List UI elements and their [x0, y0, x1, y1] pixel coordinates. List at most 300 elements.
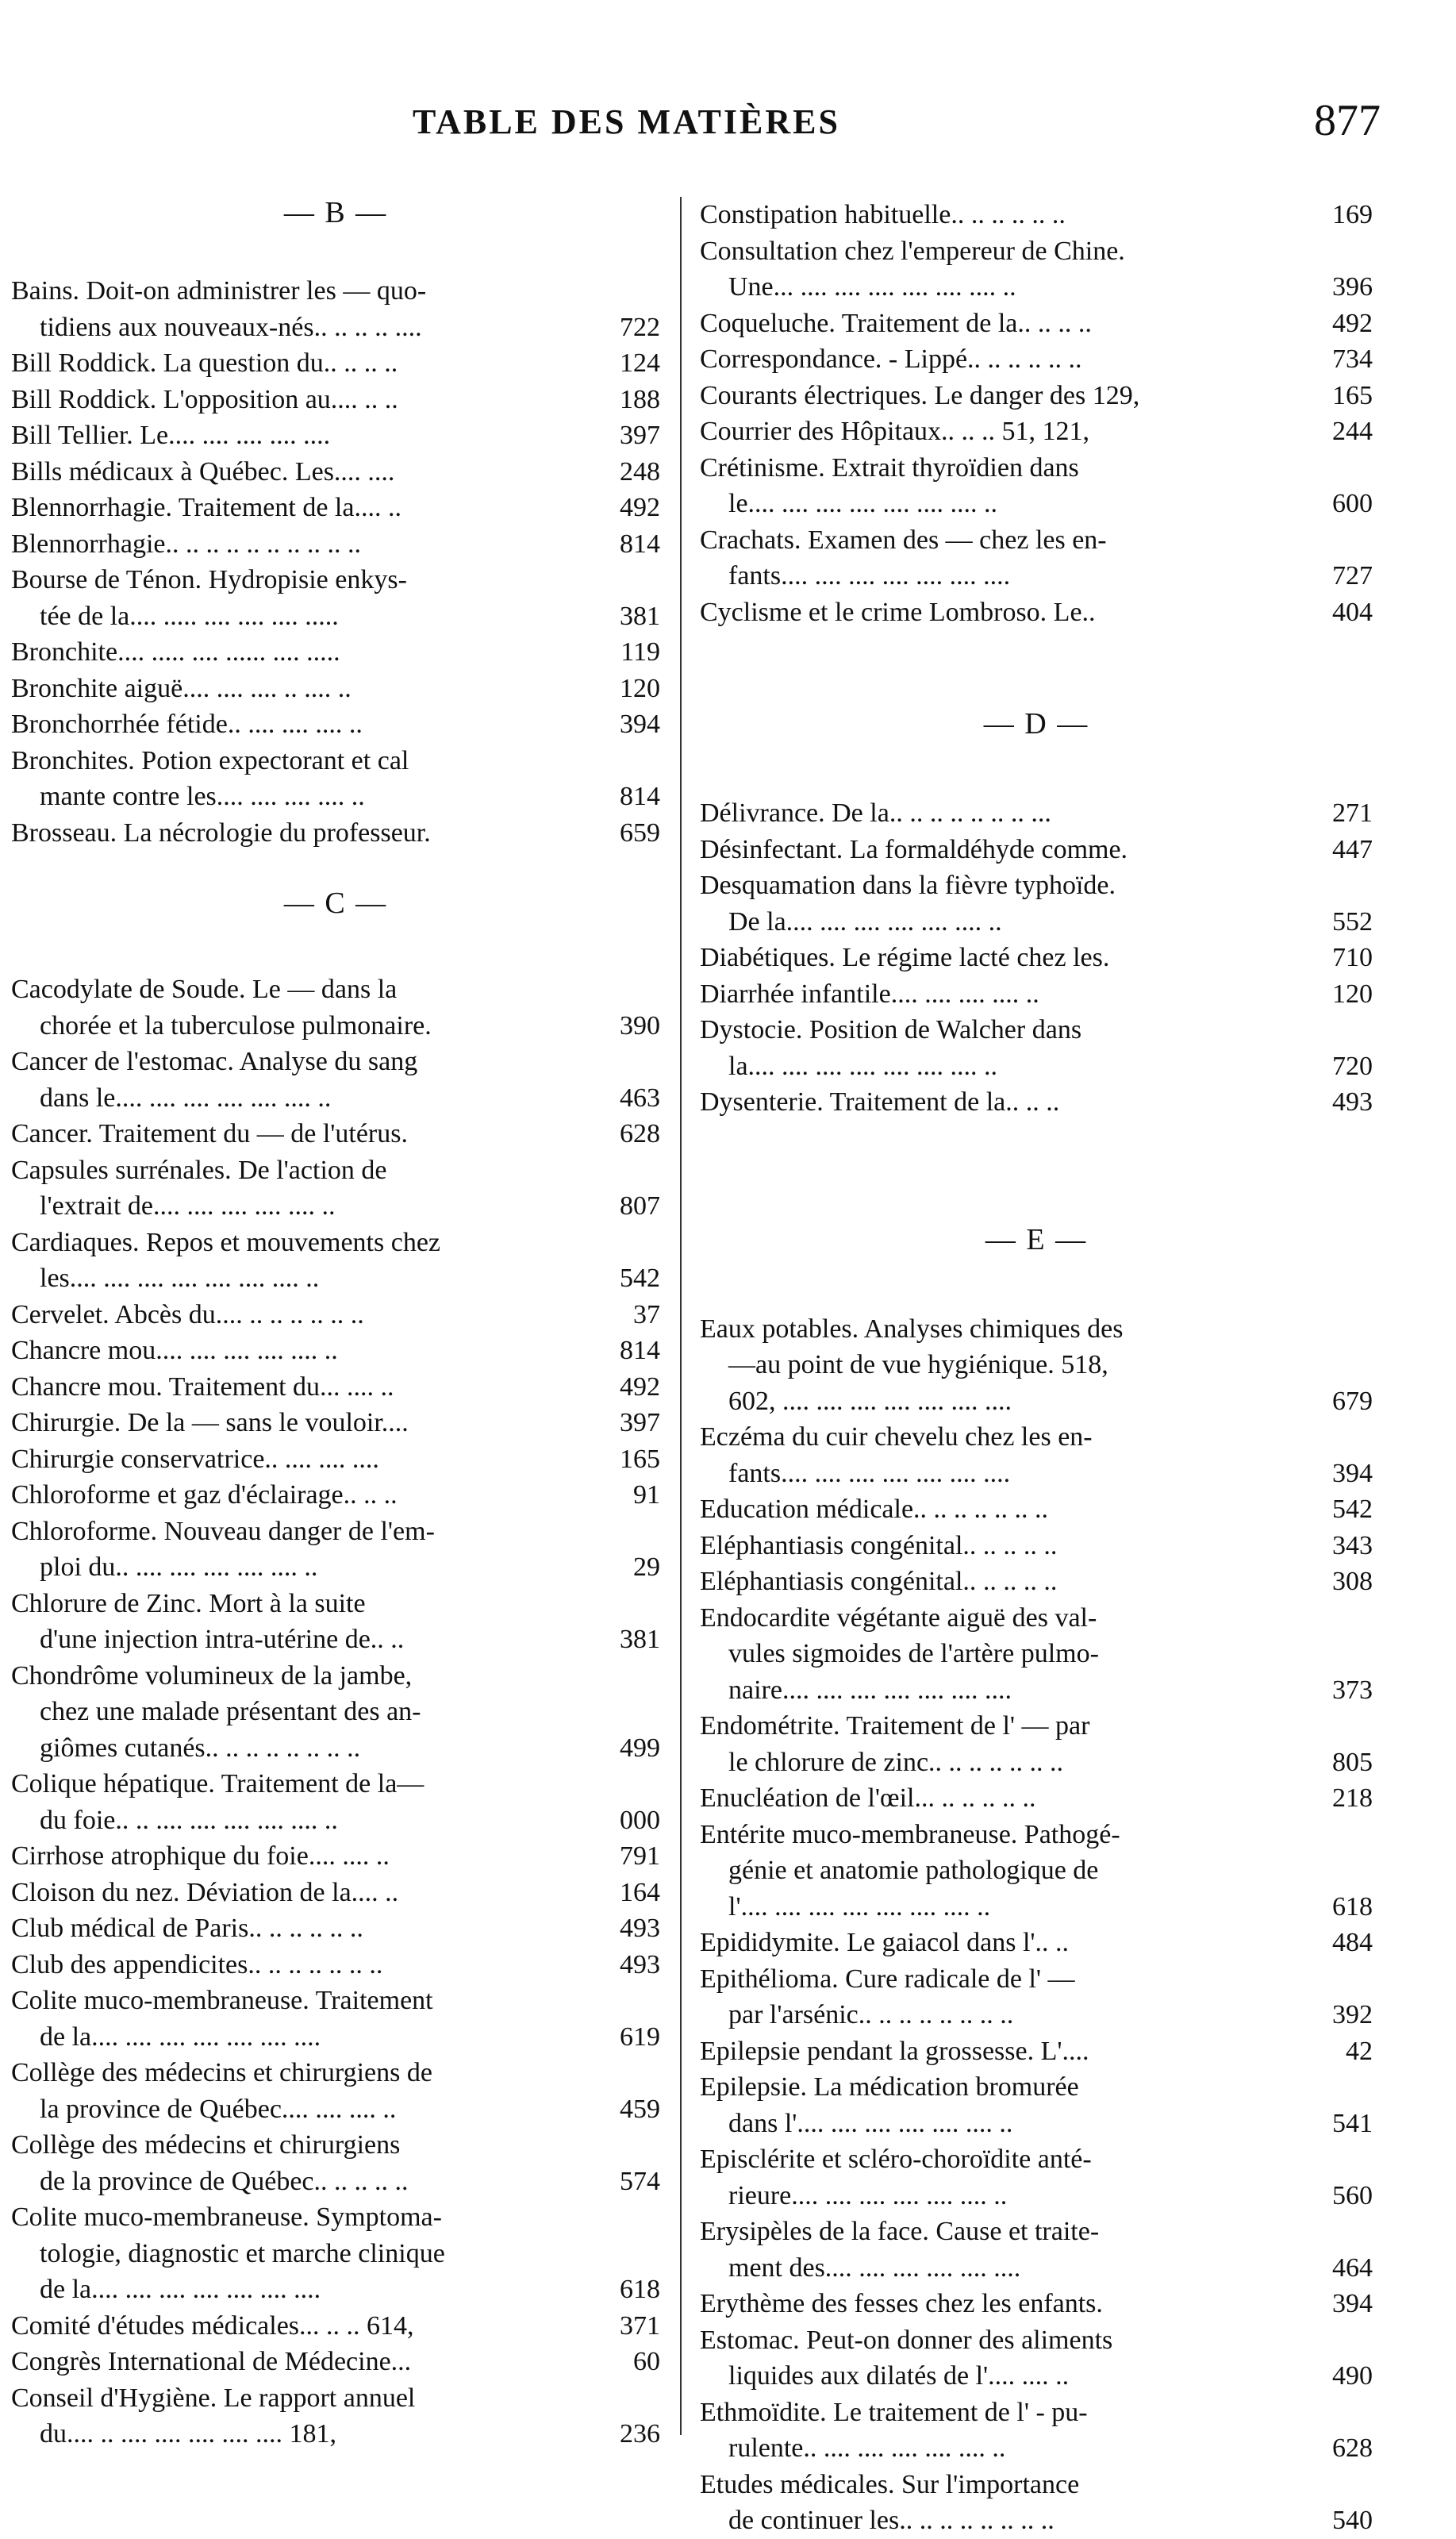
entry-text: Epilepsie. La médication bromurée: [700, 2072, 1079, 2102]
entry-text: Courrier des Hôpitaux.. .. .. 51, 121,: [700, 417, 1090, 446]
entry-page-number: 814: [620, 1336, 660, 1365]
entry-page-number: 618: [620, 2275, 660, 2304]
entry-continuation-line: [700, 269, 1373, 306]
entry-text: Eléphantiasis congénital.. .. .. .. ..: [700, 1530, 1058, 1560]
entry-text: Cancer de l'estomac. Analyse du sang: [11, 1047, 418, 1076]
entry-heading-line: [11, 273, 660, 310]
index-entry: [700, 1084, 1373, 1121]
entry-text: De la.... .... .... .... .... .... ..: [728, 906, 1002, 937]
entry-continuation-line: [700, 1889, 1373, 1925]
entry-page-number: 248: [620, 456, 660, 487]
entry-text: les.... .... .... .... .... .... .... ..: [40, 1264, 320, 1293]
entry-text: Colique hépatique. Traitement de la—: [11, 1769, 425, 1798]
entry-text: Bills médicaux à Québec. Les.... ....: [11, 456, 395, 487]
index-entry: [700, 1311, 1373, 1420]
index-entry: [11, 1441, 660, 1478]
entry-page-number: 628: [620, 1119, 660, 1148]
entry-heading-line: [11, 1766, 660, 1802]
entry-text: tologie, diagnostic et marche clinique: [40, 2238, 445, 2268]
entry-heading-line: [11, 2127, 660, 2164]
entry-page-number: 814: [620, 782, 660, 811]
index-entry: [11, 2344, 660, 2380]
entry-page-number: 628: [1332, 2433, 1373, 2463]
entry-text: Bill Roddick. La question du.. .. .. ..: [11, 348, 398, 378]
index-entry: [11, 526, 660, 563]
entry-page-number: 000: [620, 1805, 660, 1835]
entry-heading-line: [700, 522, 1373, 559]
entry-text: le chlorure de zinc.. .. .. .. .. .. ..: [728, 1747, 1064, 1777]
entry-heading-line: [11, 671, 660, 707]
entry-heading-line: [11, 382, 660, 418]
entry-continuation-line: [700, 1347, 1373, 1383]
entry-continuation-line: [700, 2502, 1373, 2539]
entry-page-number: 722: [620, 312, 660, 342]
entry-page-number: 397: [620, 421, 660, 450]
index-section: [700, 630, 1373, 1121]
entry-text: Colite muco-membraneuse. Symptoma-: [11, 2202, 442, 2232]
entry-heading-line: [11, 743, 660, 779]
entry-page-number: 29: [633, 1552, 660, 1582]
entry-text: Coqueluche. Traitement de la.. .. .. ..: [700, 308, 1092, 338]
entry-page-number: 371: [620, 2310, 660, 2341]
page-number: 877: [1314, 96, 1381, 145]
entry-text: tée de la.... ..... .... .... .... .....: [40, 601, 339, 631]
entry-text: fants.... .... .... .... .... .... ....: [728, 561, 1011, 591]
entry-continuation-line: [11, 1694, 660, 1730]
entry-page-number: 618: [1332, 1891, 1373, 1922]
entry-heading-line: [700, 2467, 1373, 2503]
entry-page-number: 493: [620, 1949, 660, 1979]
entry-heading-line: [11, 2380, 660, 2417]
entry-page-number: 396: [1332, 272, 1373, 302]
entry-text: Crachats. Examen des — chez les en-: [700, 525, 1107, 555]
entry-text: Erythème des fesses chez les enfants.: [700, 2289, 1103, 2318]
entry-continuation-line: [11, 1080, 660, 1117]
entry-text: Bourse de Ténon. Hydropisie enkys-: [11, 565, 407, 594]
entry-text: par l'arsénic.. .. .. .. .. .. .. ..: [728, 2000, 1014, 2029]
entry-text: Epilepsie pendant la grossesse. L'....: [700, 2036, 1089, 2066]
entry-text: Epithélioma. Cure radicale de l' —: [700, 1964, 1075, 1994]
entry-continuation-line: [11, 1621, 660, 1658]
entry-heading-line: [700, 1491, 1373, 1528]
entry-page-number: 493: [1332, 1087, 1373, 1117]
index-section: [700, 1121, 1373, 2539]
entry-heading-line: [700, 2069, 1373, 2106]
entry-text: Délivrance. De la.. .. .. .. .. .. .. ...: [700, 798, 1051, 828]
index-entry: [11, 1225, 660, 1297]
entry-text: Courants électriques. Le danger des 129,: [700, 380, 1140, 410]
index-entry: [11, 2199, 660, 2308]
left-column: [11, 197, 660, 2452]
index-entry: [11, 2308, 660, 2345]
entry-heading-line: [11, 1586, 660, 1622]
entry-text: Chloroforme. Nouveau danger de l'em-: [11, 1516, 435, 1546]
index-entry: [11, 1116, 660, 1152]
entry-continuation-line: [11, 1549, 660, 1586]
entry-heading-line: [700, 1925, 1373, 1961]
entry-heading-line: [11, 1875, 660, 1911]
entry-text: Desquamation dans la fièvre typhoïde.: [700, 871, 1116, 900]
entry-text: Dysenterie. Traitement de la.. .. ..: [700, 1087, 1060, 1117]
entry-text: Chlorure de Zinc. Mort à la suite: [11, 1588, 366, 1618]
index-entry: [11, 273, 660, 345]
entry-page-number: 164: [620, 1877, 660, 1907]
entry-text: de la province de Québec.. .. .. .. ..: [40, 2166, 409, 2196]
entry-page-number: 484: [1332, 1928, 1373, 1957]
entry-heading-line: [700, 1528, 1373, 1564]
entry-page-number: 734: [1332, 344, 1373, 374]
entry-page-number: 119: [620, 637, 660, 667]
entry-text: du.... .. .... .... .... .... .... 181,: [40, 2419, 336, 2449]
section-letter-heading: — B —: [283, 196, 388, 229]
entry-page-number: 165: [620, 1444, 660, 1474]
entry-heading-line: [11, 1658, 660, 1695]
index-entry: [700, 414, 1373, 450]
right-column: [700, 197, 1373, 2539]
entry-text: Diabétiques. Le régime lacté chez les.: [700, 943, 1110, 972]
entry-heading-line: [11, 1838, 660, 1875]
entry-heading-line: [700, 1708, 1373, 1745]
entry-text: Bill Roddick. L'opposition au.... .. ..: [11, 384, 398, 414]
entry-text: rulente.. .... .... .... .... .... ..: [728, 2433, 1006, 2463]
entry-text: Blennorrhagie.. .. .. .. .. .. .. .. .. ..: [11, 529, 361, 559]
entry-text: naire.... .... .... .... .... .... ....: [728, 1675, 1012, 1705]
entry-text: Club médical de Paris.. .. .. .. .. ..: [11, 1914, 363, 1943]
index-entry: [700, 378, 1373, 414]
entry-heading-line: [700, 832, 1373, 868]
entry-heading-line: [700, 1564, 1373, 1600]
index-entry: [700, 1012, 1373, 1084]
entry-text: la.... .... .... .... .... .... .... ..: [728, 1051, 998, 1081]
entry-continuation-line: [11, 1188, 660, 1225]
entry-text: Chondrôme volumineux de la jambe,: [11, 1660, 413, 1691]
entry-continuation-line: [700, 1383, 1373, 1420]
entry-page-number: 679: [1332, 1386, 1373, 1416]
entry-page-number: 390: [620, 1010, 660, 1041]
entry-heading-line: [11, 1947, 660, 1983]
entry-page-number: 619: [620, 2022, 660, 2052]
index-entry: [11, 1477, 660, 1514]
entry-continuation-line: [11, 1730, 660, 1767]
index-section: [11, 851, 660, 2452]
entry-text: dans le.... .... .... .... .... .... ..: [40, 1083, 332, 1113]
entry-page-number: 394: [620, 710, 660, 739]
entry-page-number: 381: [620, 1625, 660, 1654]
entry-page-number: 373: [1332, 1675, 1373, 1705]
entry-text: Capsules surrénales. De l'action de: [11, 1155, 387, 1185]
entry-continuation-line: [700, 1997, 1373, 2033]
entry-text: 602, .... .... .... .... .... .... ....: [728, 1386, 1012, 1416]
index-entry: [11, 1152, 660, 1225]
entry-page-number: 710: [1332, 943, 1373, 972]
index-entry: [700, 1419, 1373, 1491]
entry-text: de la.... .... .... .... .... .... ....: [40, 2022, 321, 2052]
index-entry: [11, 345, 660, 382]
entry-text: génie et anatomie pathologique de: [728, 1856, 1099, 1885]
index-entry: [700, 1708, 1373, 1780]
entry-continuation-line: [700, 486, 1373, 522]
entry-page-number: 120: [620, 673, 660, 703]
entry-page-number: 463: [620, 1083, 660, 1113]
entry-continuation-line: [700, 1456, 1373, 1492]
column-divider: [680, 197, 682, 2435]
entry-heading-line: [11, 1983, 660, 2019]
index-entry: [700, 832, 1373, 868]
entry-continuation-line: [700, 1636, 1373, 1672]
entry-continuation-line: [11, 2164, 660, 2200]
index-entry: [700, 1780, 1373, 1817]
entry-heading-line: [11, 562, 660, 598]
entry-heading-line: [700, 2033, 1373, 2070]
entry-text: Consultation chez l'empereur de Chine.: [700, 236, 1125, 266]
entry-text: Chloroforme et gaz d'éclairage.. .. ..: [11, 1480, 398, 1510]
entry-page-number: 727: [1332, 561, 1373, 591]
entry-heading-line: [11, 2199, 660, 2236]
entry-heading-line: [700, 795, 1373, 832]
index-entry: [700, 867, 1373, 940]
entry-text: Collège des médecins et chirurgiens: [11, 2130, 401, 2160]
entry-heading-line: [700, 2395, 1373, 2431]
entry-text: Cacodylate de Soude. Le — dans la: [11, 975, 398, 1004]
entry-text: Cardiaques. Repos et mouvements chez: [11, 1227, 441, 1257]
entry-continuation-line: [11, 1008, 660, 1044]
index-entry: [700, 2467, 1373, 2539]
index-entry: [11, 2055, 660, 2127]
entry-text: Conseil d'Hygiène. Le rapport annuel: [11, 2383, 416, 2413]
entry-heading-line: [11, 1225, 660, 1261]
entry-text: Chirurgie conservatrice.. .... .... ....: [11, 1444, 379, 1474]
entry-page-number: 381: [620, 601, 660, 631]
index-entry: [11, 1514, 660, 1586]
entry-heading-line: [11, 815, 660, 852]
entry-heading-line: [11, 1405, 660, 1441]
page-header: [0, 96, 1456, 165]
entry-page-number: 805: [1332, 1747, 1373, 1777]
index-entry: [700, 940, 1373, 976]
entry-page-number: 244: [1332, 417, 1373, 446]
entry-continuation-line: [700, 1672, 1373, 1709]
entry-continuation-line: [700, 558, 1373, 594]
entry-heading-line: [700, 414, 1373, 450]
index-entry: [700, 2033, 1373, 2070]
index-entry: [11, 1875, 660, 1911]
entry-text: dans l'.... .... .... .... .... .... ..: [728, 2108, 1013, 2138]
entry-heading-line: [11, 2308, 660, 2345]
entry-page-number: 574: [620, 2166, 660, 2196]
index-section: [11, 197, 660, 851]
entry-heading-line: [700, 197, 1373, 233]
entry-heading-line: [700, 1012, 1373, 1048]
entry-continuation-line: [700, 2106, 1373, 2142]
entry-heading-line: [11, 706, 660, 743]
index-entry: [11, 382, 660, 418]
index-entry: [11, 454, 660, 490]
index-entry: [11, 1658, 660, 1767]
entry-text: Bronchorrhée fétide.. .... .... .... ..: [11, 710, 363, 739]
entry-text: ment des.... .... .... .... .... ....: [728, 2252, 1021, 2283]
entry-heading-line: [11, 526, 660, 563]
index-entry: [700, 341, 1373, 378]
entry-text: Endométrite. Traitement de l' — par: [700, 1711, 1090, 1741]
entry-page-number: 493: [620, 1914, 660, 1943]
entry-text: Chancre mou. Traitement du... .... ..: [11, 1371, 394, 1402]
entry-page-number: 124: [620, 348, 660, 378]
entry-page-number: 492: [620, 493, 660, 522]
index-entry: [11, 1297, 660, 1333]
entry-heading-line: [11, 1910, 660, 1947]
entry-page-number: 459: [620, 2094, 660, 2124]
entry-text: Cervelet. Abcès du.... .. .. .. .. .. ..: [11, 1299, 364, 1329]
entry-text: Enucléation de l'œil... .. .. .. .. ..: [700, 1783, 1036, 1813]
index-entry: [700, 233, 1373, 306]
index-section-continued: [700, 197, 1373, 630]
entry-text: Brosseau. La nécrologie du professeur.: [11, 817, 431, 848]
entry-heading-line: [700, 2141, 1373, 2178]
entry-text: giômes cutanés.. .. .. .. .. .. .. ..: [40, 1733, 361, 1763]
entry-page-number: 499: [620, 1733, 660, 1763]
entry-text: Chancre mou.... .... .... .... .... ..: [11, 1336, 338, 1365]
entry-heading-line: [11, 2055, 660, 2091]
entry-page-number: 308: [1332, 1567, 1373, 1596]
index-entry: [700, 450, 1373, 522]
entry-continuation-line: [700, 2430, 1373, 2467]
entry-page-number: 542: [620, 1264, 660, 1293]
entry-continuation-line: [700, 1745, 1373, 1781]
entry-continuation-line: [700, 2250, 1373, 2287]
index-entry: [700, 2286, 1373, 2322]
entry-continuation-line: [11, 598, 660, 635]
entry-text: Constipation habituelle.. .. .. .. .. ..: [700, 200, 1066, 229]
entry-page-number: 814: [620, 529, 660, 559]
entry-text: Etudes médicales. Sur l'importance: [700, 2469, 1080, 2499]
entry-text: Entérite muco-membraneuse. Pathogé-: [700, 1819, 1120, 1849]
entry-text: Endocardite végétante aiguë des val-: [700, 1602, 1097, 1633]
entry-page-number: 343: [1332, 1530, 1373, 1560]
index-entry: [700, 1817, 1373, 1925]
entry-text: Collège des médecins et chirurgiens de: [11, 2058, 432, 2087]
entry-heading-line: [11, 454, 660, 490]
entry-continuation-line: [11, 2272, 660, 2308]
entry-text: —au point de vue hygiénique. 518,: [728, 1350, 1108, 1379]
entry-text: Cyclisme et le crime Lombroso. Le..: [700, 597, 1096, 627]
entry-heading-line: [700, 2286, 1373, 2322]
entry-heading-line: [700, 2214, 1373, 2250]
index-entry: [11, 1983, 660, 2055]
entry-text: mante contre les.... .... .... .... ..: [40, 782, 365, 811]
entry-page-number: 540: [1332, 2506, 1373, 2535]
entry-continuation-line: [11, 779, 660, 815]
entry-page-number: 600: [1332, 489, 1373, 518]
entry-text: chorée et la tuberculose pulmonaire.: [40, 1010, 432, 1041]
entry-continuation-line: [11, 1260, 660, 1297]
entry-heading-line: [11, 1477, 660, 1514]
index-entry: [700, 2214, 1373, 2286]
index-entry: [700, 1961, 1373, 2033]
entry-text: Bronchites. Potion expectorant et cal: [11, 745, 409, 775]
section-letter-heading: — E —: [985, 1222, 1088, 1256]
entry-page-number: 492: [620, 1371, 660, 1402]
entry-heading-line: [700, 341, 1373, 378]
entry-text: chez une malade présentant des an-: [40, 1697, 421, 1726]
entry-heading-line: [700, 1419, 1373, 1456]
entry-text: Blennorrhagie. Traitement de la.... ..: [11, 493, 401, 522]
entry-heading-line: [11, 1116, 660, 1152]
entry-page-number: 236: [620, 2419, 660, 2449]
entry-continuation-line: [11, 2236, 660, 2272]
entry-heading-line: [11, 2344, 660, 2380]
index-entry: [700, 1564, 1373, 1600]
entry-text: d'une injection intra-utérine de.. ..: [40, 1625, 405, 1654]
entry-heading-line: [11, 417, 660, 454]
entry-text: vules sigmoides de l'artère pulmo-: [728, 1639, 1099, 1668]
entry-heading-line: [11, 971, 660, 1008]
entry-text: la province de Québec.... .... .... ..: [40, 2094, 397, 2124]
index-entry: [700, 1491, 1373, 1528]
entry-heading-line: [700, 450, 1373, 487]
index-entry: [11, 1405, 660, 1441]
entry-page-number: 394: [1332, 1458, 1373, 1488]
entry-continuation-line: [11, 2416, 660, 2452]
entry-heading-line: [11, 1297, 660, 1333]
entry-page-number: 542: [1332, 1495, 1373, 1524]
entry-text: Une... .... .... .... .... .... .... ..: [728, 272, 1016, 302]
index-entry: [700, 522, 1373, 594]
entry-text: Comité d'études médicales... .. .. 614,: [11, 2310, 414, 2341]
entry-text: tidiens aux nouveaux-nés.. .. .. .. ....: [40, 312, 422, 342]
index-entry: [11, 1369, 660, 1406]
index-entry: [700, 976, 1373, 1013]
entry-page-number: 404: [1332, 597, 1373, 627]
entry-text: le.... .... .... .... .... .... .... ..: [728, 489, 998, 518]
entry-continuation-line: [700, 2358, 1373, 2395]
index-entry: [700, 2322, 1373, 2395]
entry-heading-line: [11, 345, 660, 382]
entry-heading-line: [11, 1333, 660, 1369]
entry-text: Eczéma du cuir chevelu chez les en-: [700, 1422, 1093, 1452]
entry-text: Eaux potables. Analyses chimiques des: [700, 1314, 1124, 1344]
index-entry: [11, 743, 660, 815]
entry-text: du foie.. .. .... .... .... .... .... ..: [40, 1805, 338, 1835]
entry-page-number: 552: [1332, 906, 1373, 937]
entry-page-number: 720: [1332, 1051, 1373, 1081]
entry-text: Education médicale.. .. .. .. .. .. ..: [700, 1495, 1049, 1524]
entry-page-number: 397: [620, 1408, 660, 1437]
index-entry: [11, 671, 660, 707]
index-entry: [11, 2127, 660, 2199]
entry-text: Dystocie. Position de Walcher dans: [700, 1015, 1082, 1044]
entry-page-number: 60: [633, 2347, 660, 2376]
entry-page-number: 464: [1332, 2252, 1373, 2283]
entry-text: fants.... .... .... .... .... .... ....: [728, 1458, 1011, 1488]
entry-heading-line: [700, 1961, 1373, 1998]
entry-page-number: 541: [1332, 2108, 1373, 2138]
entry-page-number: 169: [1332, 200, 1373, 229]
index-entry: [11, 634, 660, 671]
index-entry: [11, 971, 660, 1044]
entry-heading-line: [700, 940, 1373, 976]
entry-page-number: 659: [620, 817, 660, 848]
entry-text: Estomac. Peut-on donner des aliments: [700, 2325, 1113, 2355]
entry-heading-line: [11, 1152, 660, 1189]
entry-heading-line: [11, 634, 660, 671]
page-title: TABLE DES MATIÈRES: [413, 102, 840, 141]
index-entry: [700, 594, 1373, 631]
entry-text: rieure.... .... .... .... .... .... ..: [728, 2180, 1008, 2210]
entry-page-number: 490: [1332, 2361, 1373, 2391]
index-entry: [700, 306, 1373, 342]
entry-text: Congrès International de Médecine...: [11, 2347, 412, 2376]
entry-text: Cirrhose atrophique du foie.... .... ..: [11, 1841, 390, 1871]
